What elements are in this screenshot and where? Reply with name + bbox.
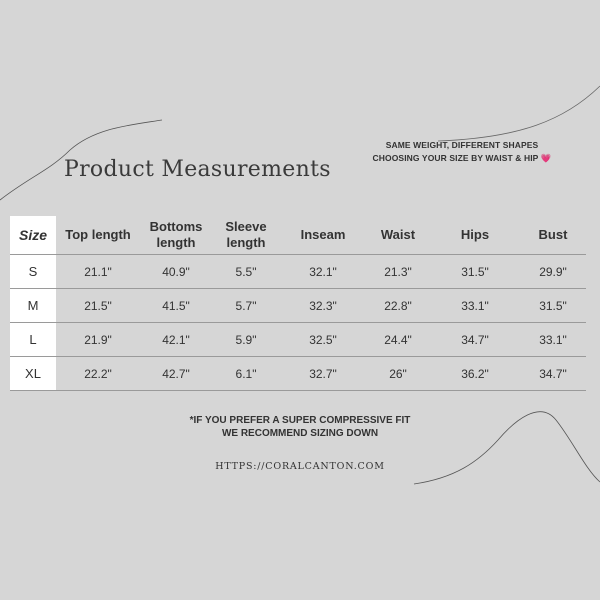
- table-cell: 21.1": [56, 255, 140, 289]
- header-bottoms-length: Bottoms length: [149, 219, 203, 250]
- table-cell: 34.7": [520, 357, 586, 391]
- top-right-curve: [438, 86, 600, 141]
- table-header-row: [10, 216, 586, 255]
- size-label: M: [10, 289, 56, 323]
- table-cell: 33.1": [520, 323, 586, 357]
- tagline-line-2: [342, 152, 582, 165]
- size-label: XL: [10, 357, 56, 391]
- header-hips: Hips: [460, 227, 490, 242]
- table-row: [10, 289, 586, 323]
- table-cell: 5.9": [212, 323, 280, 357]
- page-title: Product Measurements: [64, 157, 331, 182]
- table-cell: 32.1": [280, 255, 366, 289]
- fit-note: [150, 414, 450, 440]
- header-waist: Waist: [380, 227, 416, 242]
- tagline-line-1: SAME WEIGHT, DIFFERENT SHAPES: [385, 140, 539, 150]
- table-cell: 6.1": [212, 357, 280, 391]
- table-cell: 26": [366, 357, 430, 391]
- table-cell: 5.5": [212, 255, 280, 289]
- table-cell: 21.3": [366, 255, 430, 289]
- table-cell: 36.2": [430, 357, 520, 391]
- table-cell: 33.1": [430, 289, 520, 323]
- table-cell: 40.9": [140, 255, 212, 289]
- table-cell: 32.3": [280, 289, 366, 323]
- table-cell: 21.5": [56, 289, 140, 323]
- header-inseam: Inseam: [300, 227, 346, 242]
- table-row: [10, 323, 586, 357]
- fit-note-line-2: WE RECOMMEND SIZING DOWN: [221, 428, 379, 439]
- size-label: L: [10, 323, 56, 357]
- heart-icon: 💗: [540, 153, 552, 163]
- website-url: HTTPS://CORALCANTON.COM: [215, 461, 385, 472]
- table-cell: 42.1": [140, 323, 212, 357]
- measurements-table: [10, 216, 586, 391]
- table-cell: 21.9": [56, 323, 140, 357]
- size-chart: [10, 216, 586, 391]
- table-cell: 29.9": [520, 255, 586, 289]
- header-top-length: Top length: [65, 227, 131, 242]
- table-cell: 32.5": [280, 323, 366, 357]
- table-row: [10, 357, 586, 391]
- table-cell: 5.7": [212, 289, 280, 323]
- header-bust: Bust: [538, 227, 568, 242]
- table-cell: 42.7": [140, 357, 212, 391]
- table-row: [10, 255, 586, 289]
- tagline-line-2-text: CHOOSING YOUR SIZE BY WAIST & HIP: [372, 153, 539, 163]
- table-cell: 32.7": [280, 357, 366, 391]
- table-cell: 34.7": [430, 323, 520, 357]
- table-cell: 22.8": [366, 289, 430, 323]
- table-cell: 31.5": [520, 289, 586, 323]
- table-cell: 31.5": [430, 255, 520, 289]
- header-sleeve-length: Sleeve length: [225, 219, 267, 250]
- table-cell: 24.4": [366, 323, 430, 357]
- table-cell: 41.5": [140, 289, 212, 323]
- size-label: S: [10, 255, 56, 289]
- fit-note-line-1: *IF YOU PREFER A SUPER COMPRESSIVE FIT: [189, 415, 411, 426]
- table-cell: 22.2": [56, 357, 140, 391]
- tagline: [342, 139, 582, 165]
- header-size: Size: [10, 216, 56, 255]
